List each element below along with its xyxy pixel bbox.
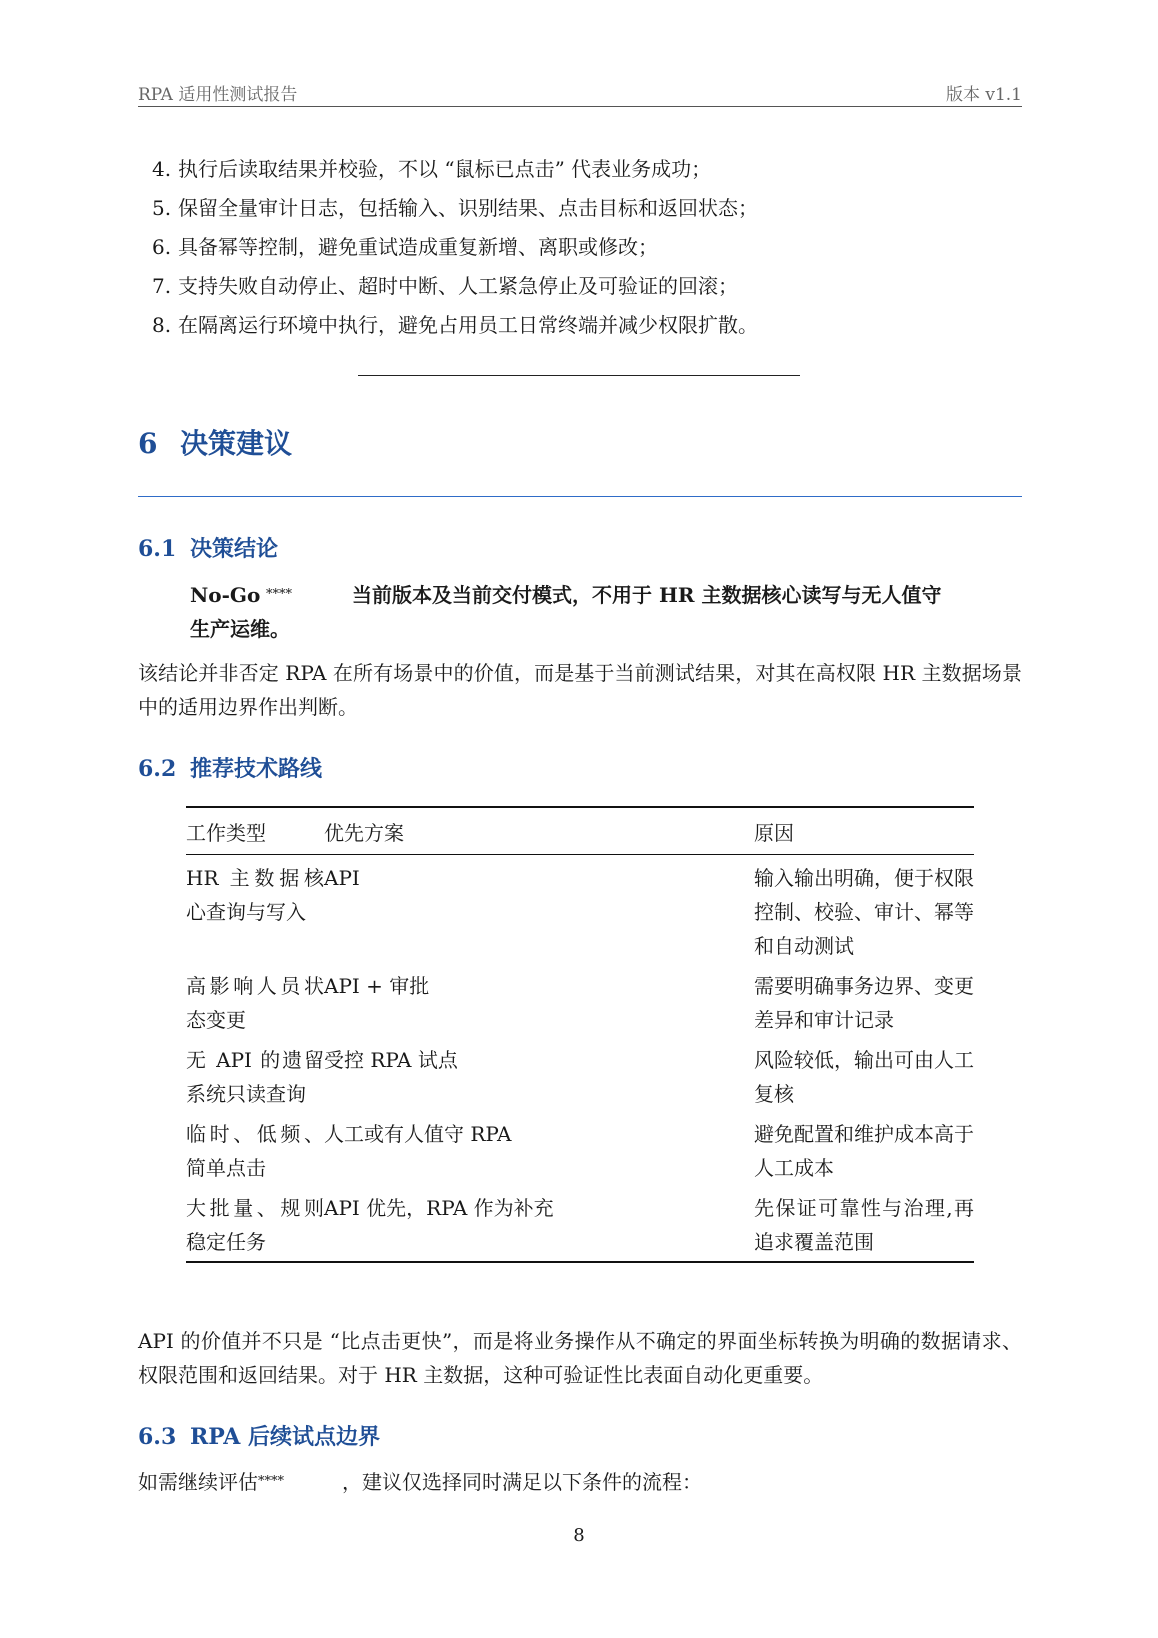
list-item xyxy=(152,306,992,345)
cell-type: 大批量、规则稳定任务 xyxy=(186,1185,324,1262)
cell-plan: 人工或有人值守 RPA xyxy=(324,1122,512,1146)
heading-rule xyxy=(138,496,1022,497)
decision-text-line1: 当前版本及当前交付模式，不用于 HR 主数据核心读写与无人值守 xyxy=(352,583,942,607)
list-item-text: 在隔离运行环境中执行，避免占用员工日常终端并减少权限扩散。 xyxy=(178,313,758,337)
subsection-number: 6.2 xyxy=(138,756,177,782)
subsection-title: RPA 后续试点边界 xyxy=(190,1424,380,1450)
requirements-list xyxy=(152,150,992,345)
subsection-number: 6.3 xyxy=(138,1424,177,1450)
cell-reason: 风险较低，输出可由人工复核 xyxy=(754,1048,974,1106)
table-header-row xyxy=(186,807,974,855)
cell-type: 无 API 的遗留系统只读查询 xyxy=(186,1048,324,1106)
section-title: 决策建议 xyxy=(180,427,293,460)
section-divider xyxy=(358,375,800,376)
list-item-number: 5. xyxy=(152,196,172,220)
table-row xyxy=(186,1037,974,1111)
page-number: 8 xyxy=(573,1525,585,1546)
cell-plan: API + 审批 xyxy=(324,974,430,998)
decision-statement xyxy=(190,578,990,646)
column-header-type: 工作类型 xyxy=(186,807,324,855)
list-item xyxy=(152,189,992,228)
list-item-text: 保留全量审计日志，包括输入、识别结果、点击目标和返回状态； xyxy=(178,196,758,220)
cell-plan: API 优先，RPA 作为补充 xyxy=(324,1185,754,1262)
header-version: 版本 v1.1 xyxy=(945,85,1022,105)
column-header-reason: 原因 xyxy=(754,807,974,855)
cell-type: 高影响人员状态变更 xyxy=(186,974,324,1032)
list-item xyxy=(152,228,992,267)
cell-reason: 需要明确事务边界、变更差异和审计记录 xyxy=(754,974,974,1032)
section-heading-6 xyxy=(138,422,292,462)
cell-type: HR 主数据核心查询与写入 xyxy=(186,866,324,924)
api-value-paragraph: API 的价值并不只是 “比点击更快”，而是将业务操作从不确定的界面坐标转换为明确的数据请求、权限范围和返回结果。对于 HR 主数据，这种可验证性比表面自动化更重要。 xyxy=(138,1329,1022,1387)
subsection-title: 决策结论 xyxy=(190,536,279,562)
list-item-number: 8. xyxy=(152,313,172,337)
lead-after: ，建议仅选择同时满足以下条件的流程： xyxy=(342,1470,702,1494)
list-item-number: 6. xyxy=(152,235,172,259)
section-number: 6 xyxy=(138,427,158,460)
list-item-number: 4. xyxy=(152,157,172,181)
subsection-heading-6-3 xyxy=(138,1420,380,1451)
cell-reason: 避免配置和维护成本高于人工成本 xyxy=(754,1122,974,1180)
cell-type: 临时、低频、简单点击 xyxy=(186,1122,324,1180)
list-item-text: 执行后读取结果并校验，不以 “鼠标已点击” 代表业务成功； xyxy=(178,157,712,181)
cell-plan: 受控 RPA 试点 xyxy=(324,1048,458,1072)
pilot-lead-sentence xyxy=(138,1466,702,1495)
column-header-plan: 优先方案 xyxy=(324,807,754,855)
cell-reason: 输入输出明确，便于权限控制、校验、审计、幂等和自动测试 xyxy=(754,866,974,958)
subsection-title: 推荐技术路线 xyxy=(190,756,323,782)
list-item-number: 7. xyxy=(152,274,172,298)
subsection-number: 6.1 xyxy=(138,536,177,562)
decision-stars: **** xyxy=(266,587,292,602)
conclusion-paragraph: 该结论并非否定 RPA 在所有场景中的价值，而是基于当前测试结果，对其在高权限 HR 主数据场景中的适用边界作出判断。 xyxy=(138,661,1022,719)
cell-reason: 先保证可靠性与治理,再追求覆盖范围 xyxy=(754,1185,974,1262)
lead-before: 如需继续评估 xyxy=(138,1470,258,1494)
lead-stars: **** xyxy=(258,1474,284,1489)
list-item xyxy=(152,150,992,189)
table-row xyxy=(186,855,974,964)
list-item xyxy=(152,267,992,306)
page-header xyxy=(138,78,1022,107)
list-item-text: 具备幂等控制，避免重试造成重复新增、离职或修改； xyxy=(178,235,658,259)
table-row xyxy=(186,963,974,1037)
list-item-text: 支持失败自动停止、超时中断、人工紧急停止及可验证的回滚； xyxy=(178,274,738,298)
decision-tag: No-Go xyxy=(190,583,261,607)
decision-text-line2: 生产运维。 xyxy=(190,617,290,641)
tech-route-table xyxy=(186,806,974,1263)
cell-plan: API xyxy=(324,866,360,890)
header-title: RPA 适用性测试报告 xyxy=(138,85,298,105)
subsection-heading-6-2 xyxy=(138,752,322,783)
table-row xyxy=(186,1185,974,1262)
subsection-heading-6-1 xyxy=(138,532,278,563)
table-row xyxy=(186,1111,974,1185)
